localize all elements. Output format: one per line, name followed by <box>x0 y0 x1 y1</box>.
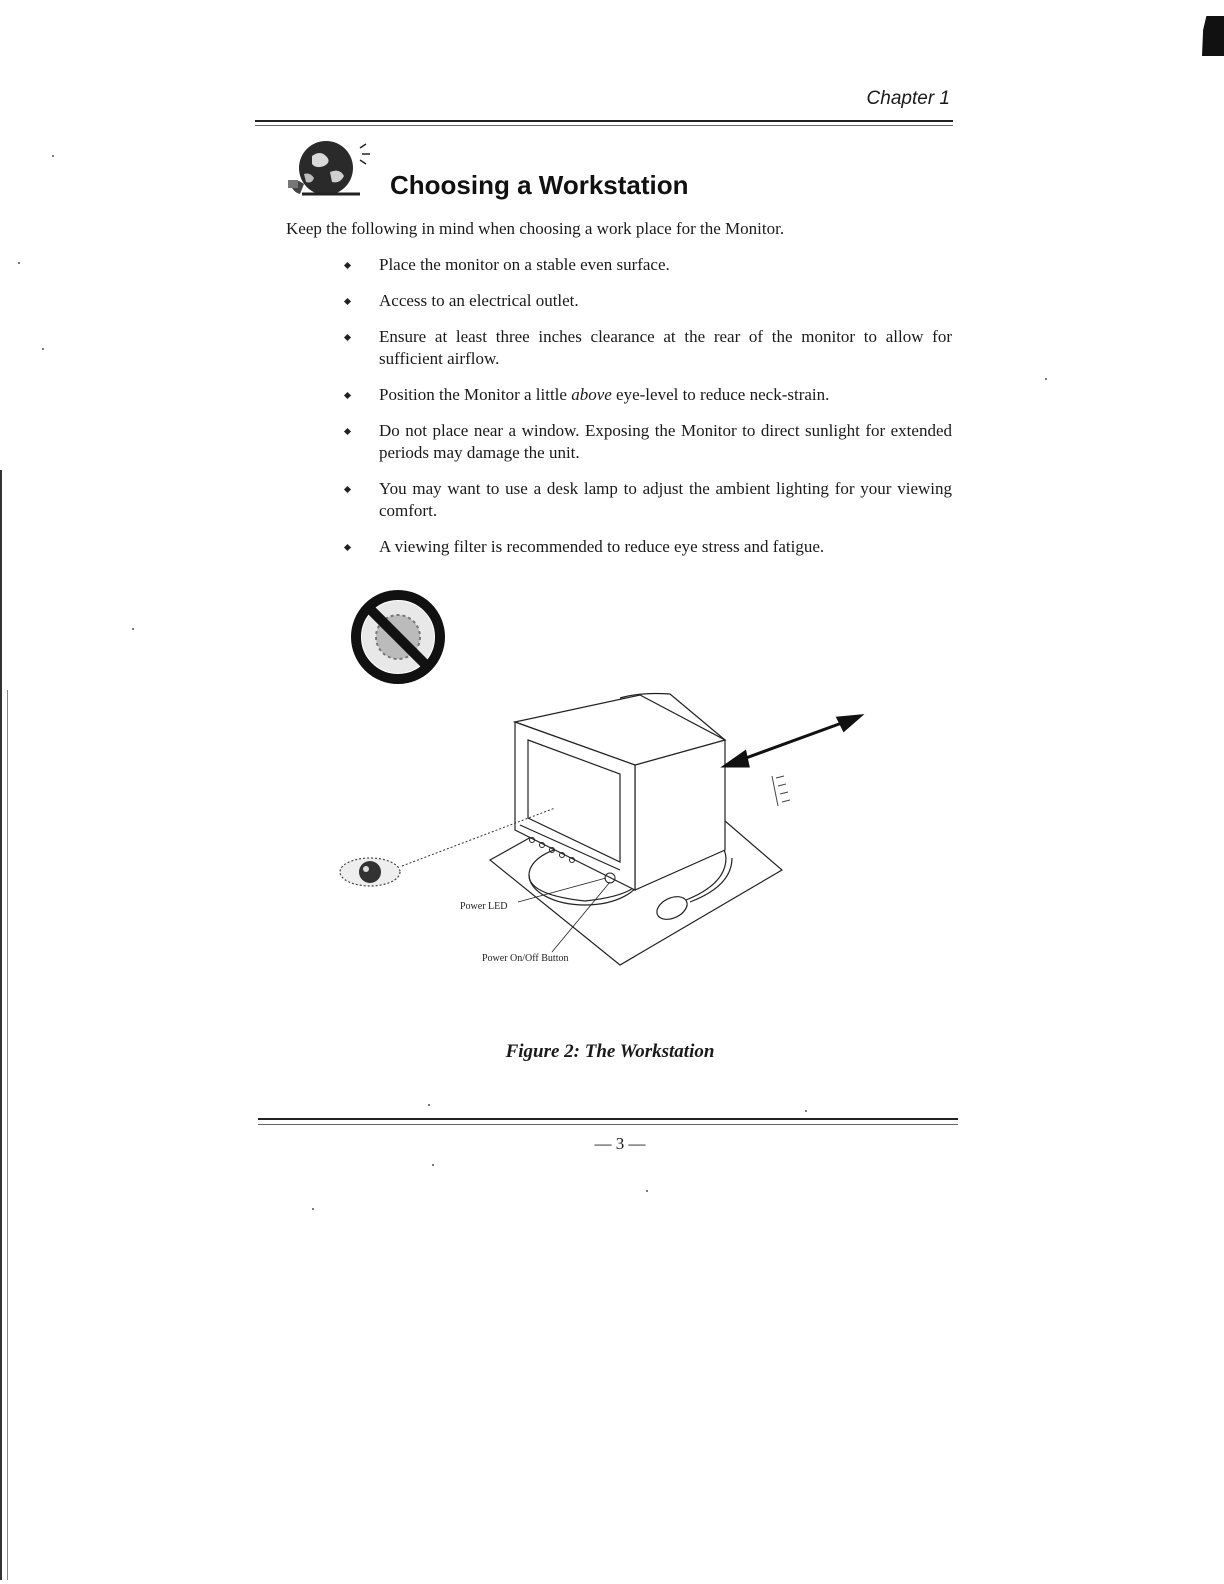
list-item-text: Place the monitor on a stable even surface. <box>379 255 670 274</box>
list-item <box>340 420 952 464</box>
list-item-text: Do not place near a window. Exposing the Monitor to direct sunlight for extended periods may damage the unit. <box>379 421 952 462</box>
scan-speck <box>646 1190 648 1192</box>
power-button-label: Power On/Off Button <box>482 953 569 964</box>
bullet-icon <box>344 262 351 269</box>
list-item-text: A viewing filter is recommended to reduce eye stress and fatigue. <box>379 537 825 556</box>
list-item <box>340 536 952 558</box>
bullet-icon <box>344 334 351 341</box>
scan-speck <box>428 1104 430 1106</box>
list-item-text: You may want to use a desk lamp to adjust the ambient lighting for your viewing comfort. <box>379 479 952 520</box>
list-item <box>340 254 952 276</box>
section-title: Choosing a Workstation <box>390 170 689 200</box>
bullet-icon <box>344 486 351 493</box>
workstation-figure <box>320 580 880 1000</box>
eye-icon <box>340 858 400 886</box>
list-item-text: Position the Monitor a little <box>379 385 572 404</box>
list-item <box>340 290 952 312</box>
scan-speck <box>52 155 54 157</box>
footer-rule-thin <box>258 1124 958 1125</box>
bullet-icon <box>344 298 351 305</box>
bullet-icon <box>344 544 351 551</box>
header-rule <box>255 120 953 122</box>
running-head: Chapter 1 <box>866 88 950 109</box>
footer-rule <box>258 1118 958 1120</box>
intro-paragraph: Keep the following in mind when choosing a work place for the Monitor. <box>286 219 785 238</box>
scan-speck <box>132 628 134 630</box>
scan-edge <box>0 470 6 1580</box>
scan-speck <box>1045 378 1047 380</box>
globe-phone-icon <box>282 136 374 200</box>
power-led-label: Power LED <box>460 901 508 912</box>
bullet-icon <box>344 392 351 399</box>
scan-speck <box>432 1164 434 1166</box>
list-item-text: Access to an electrical outlet. <box>379 291 579 310</box>
list-item <box>340 478 952 522</box>
monitor-icon <box>515 694 725 891</box>
recommendation-list <box>340 254 952 558</box>
list-item-text: Ensure at least three inches clearance at the rear of the monitor to allow for sufficient airflow. <box>379 327 952 368</box>
list-item <box>340 384 952 406</box>
scan-corner-mark <box>1202 16 1224 56</box>
list-item-text: eye-level to reduce neck-strain. <box>611 385 830 404</box>
ruler-icon <box>772 776 790 806</box>
no-sunlight-icon <box>356 595 440 679</box>
bullet-icon <box>344 428 351 435</box>
page-number: — 3 — <box>594 1134 646 1153</box>
list-item <box>340 326 952 370</box>
list-item-emphasis: above <box>571 385 612 404</box>
scan-speck <box>312 1208 314 1210</box>
scan-speck <box>18 262 20 264</box>
header-rule-thin <box>255 125 953 126</box>
workstation-illustration <box>320 580 880 1000</box>
clearance-arrow-icon <box>725 716 860 766</box>
scan-edge-inner <box>7 690 9 1580</box>
scan-speck <box>805 1110 807 1112</box>
figure-caption: Figure 2: The Workstation <box>505 1041 715 1062</box>
scan-speck <box>42 348 44 350</box>
